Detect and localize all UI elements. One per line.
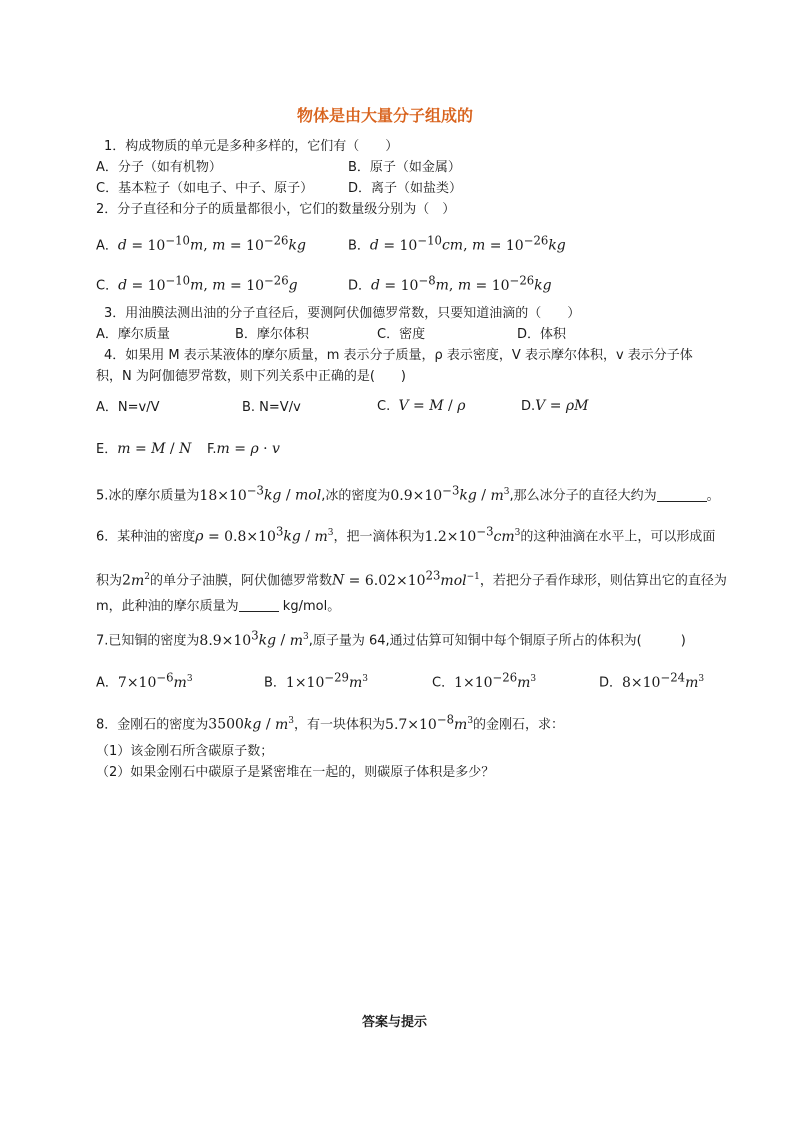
question-7-stem: 7.已知铜的密度为$8.9\times 10^3kg / m^3$,原子量为 64,通过估算可知铜中每个铜原子所占的体积为( ) [96, 628, 686, 649]
question-4-option-f: F.m = ρ · v [207, 441, 280, 457]
question-1-option-d: D．离子（如盐类） [348, 181, 463, 196]
question-8-stem: 8．金刚石的密度为$3500kg / m^3$，有一块体积为$5.7\times 10^{-8}m^3$的金刚石，求： [96, 712, 565, 733]
question-2-option-c: C．$d = 10^{-10}m$, $m = 10^{-26}g$ [96, 273, 298, 294]
question-7-option-d: D．$8\times 10^{-24}m^3$ [599, 670, 705, 691]
question-5-answer-blank [657, 489, 707, 502]
question-2-option-d: D．$d = 10^{-8}m$, $m = 10^{-26}kg$ [348, 273, 552, 294]
question-3-stem: 3．用油膜法测出油的分子直径后，要测阿伏伽德罗常数，只要知道油滴的（ ） [104, 306, 581, 321]
question-1-option-b: B．原子（如金属） [348, 160, 461, 175]
question-1-option-a: A．分子（如有机物） [96, 160, 222, 175]
question-5: 5.冰的摩尔质量为$18\times 10^{-3}kg$ / mol,冰的密度为$0.9\times 10^{-3}kg / m^3$,那么冰分子的直径大约为 。 [96, 483, 720, 504]
page-title: 物体是由大量分子组成的 [297, 106, 474, 125]
question-1-stem: 1．构成物质的单元是多种多样的，它们有（ ） [104, 139, 399, 154]
question-6-line-3: m，此种油的摩尔质量为 kg/mol。 [96, 599, 341, 614]
question-2-option-b: B．$d = 10^{-10}cm$, $m = 10^{-26}kg$ [348, 233, 566, 254]
question-6-answer-blank [239, 599, 279, 612]
question-7-option-c: C．$1\times 10^{-26}m^3$ [432, 670, 537, 691]
question-6-line-1: 6．某种油的密度$\rho = 0.8\times 10^3kg / m^3$，把一滴体积为$1.2\times 10^{-3}cm^3$的这种油滴在水平上，可以形成面 [96, 524, 716, 545]
question-7-option-a: A．$7\times 10^{-6}m^3$ [96, 670, 193, 691]
question-4-line-1: 4．如果用 M 表示某液体的摩尔质量，m 表示分子质量，ρ 表示密度，V 表示摩尔体积，v 表示分子体 [104, 348, 693, 363]
question-3-option-a: A．摩尔质量 [96, 327, 170, 342]
question-3-option-b: B．摩尔体积 [235, 327, 309, 342]
question-4-option-a: A．N=v/V [96, 400, 160, 415]
question-4-option-e: E．m = M / N [96, 441, 192, 457]
question-4-option-b: B. N=V/v [242, 400, 301, 415]
question-4-option-c: C. V = M / ρ [377, 398, 466, 414]
question-4-line-2: 积，N 为阿伽德罗常数，则下列关系中正确的是( ) [96, 369, 407, 384]
question-7-option-b: B．$1\times 10^{-29}m^3$ [264, 670, 368, 691]
question-3-option-d: D．体积 [517, 327, 567, 342]
question-1-option-c: C．基本粒子（如电子、中子、原子） [96, 181, 314, 196]
answer-heading: 答案与提示 [362, 1015, 428, 1030]
question-8-sub-1: （1）该金刚石所含碳原子数； [96, 744, 274, 759]
question-4-option-d: D.V = ρM [521, 398, 589, 414]
question-2-option-a: A．$d = 10^{-10}m$, $m = 10^{-26}kg$ [96, 233, 306, 254]
question-6-line-2: 积为$2m^2$的单分子油膜，阿伏伽德罗常数$N = 6.02\times 10^{23}mol^{-1}$，若把分子看作球形，则估算出它的直径为 [96, 568, 727, 589]
question-8-sub-2: （2）如果金刚石中碳原子是紧密堆在一起的，则碳原子体积是多少？ [96, 765, 495, 780]
question-3-option-c: C．密度 [377, 327, 426, 342]
question-2-stem: 2．分子直径和分子的质量都很小，它们的数量级分别为（ ） [96, 202, 456, 217]
